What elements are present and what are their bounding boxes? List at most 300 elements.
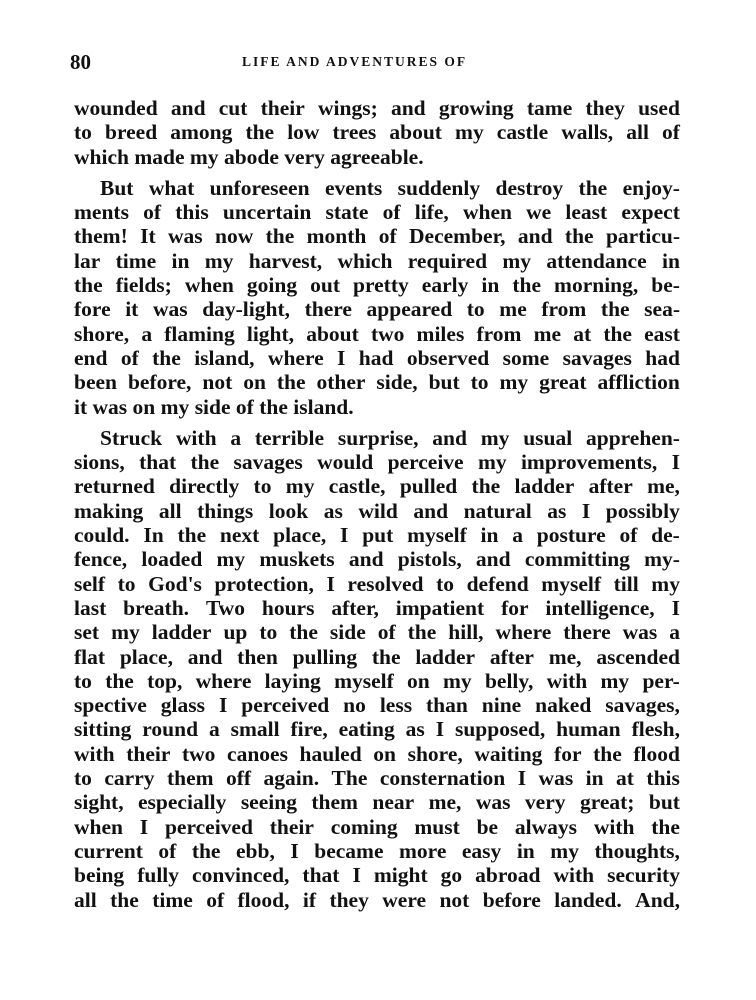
- word: I: [671, 595, 680, 620]
- word: up: [223, 620, 248, 645]
- word: of: [382, 200, 401, 225]
- text-line: [74, 322, 680, 346]
- word: of: [120, 345, 139, 370]
- word: with: [546, 668, 588, 693]
- word: small: [230, 717, 280, 742]
- text-line: [74, 839, 680, 863]
- word: I: [671, 450, 680, 475]
- word: in: [171, 248, 190, 273]
- word: my: [455, 120, 484, 145]
- text-line: [74, 370, 680, 394]
- word: a: [512, 523, 524, 548]
- word: great: [539, 370, 587, 395]
- word: that: [302, 863, 340, 888]
- word: place,: [119, 644, 173, 669]
- word: morning,: [554, 273, 639, 298]
- word: ments: [74, 200, 129, 225]
- word: ladder: [514, 474, 575, 499]
- word: the: [603, 321, 632, 346]
- word: and: [432, 425, 467, 450]
- text-line: [74, 474, 680, 498]
- word: directly: [169, 474, 240, 499]
- word: side: [194, 394, 236, 419]
- word: the: [259, 394, 294, 419]
- word: of: [235, 394, 260, 419]
- word: apprehen-: [585, 425, 680, 450]
- word: a: [669, 620, 680, 645]
- word: made: [134, 144, 190, 169]
- word: would: [317, 450, 374, 475]
- word: now: [215, 224, 254, 249]
- word: of: [662, 120, 680, 145]
- word: least: [565, 200, 608, 225]
- word: pulling: [292, 644, 358, 669]
- word: where: [495, 620, 552, 645]
- page-header: [70, 50, 682, 74]
- word: my: [477, 450, 507, 475]
- word: my: [111, 620, 140, 645]
- word: myself: [407, 523, 467, 548]
- word: was: [538, 766, 574, 791]
- text-line: [74, 742, 680, 766]
- word: if: [302, 887, 317, 912]
- word: was: [622, 620, 658, 645]
- word: less: [379, 693, 413, 718]
- word: I: [352, 863, 361, 888]
- word: all: [626, 120, 649, 145]
- word: and: [517, 224, 553, 249]
- word: convinced,: [192, 863, 290, 888]
- word: coming: [330, 814, 398, 839]
- word: light,: [246, 321, 295, 346]
- word: their: [126, 741, 171, 766]
- word: it: [125, 297, 139, 322]
- word: a: [141, 321, 153, 346]
- word: my: [204, 248, 234, 273]
- word: place,: [273, 523, 327, 548]
- word: Struck: [100, 425, 163, 450]
- text-line: [74, 766, 680, 790]
- word: my: [160, 394, 195, 419]
- word: In: [143, 523, 164, 548]
- word: And,: [635, 887, 680, 912]
- word: for: [554, 741, 582, 766]
- word: of: [377, 620, 396, 645]
- word: perceived: [164, 814, 253, 839]
- word: no: [343, 693, 366, 718]
- word: more: [399, 838, 447, 863]
- word: shore,: [407, 741, 463, 766]
- word: observed: [406, 345, 490, 370]
- word: next: [219, 523, 260, 548]
- word: near: [372, 790, 415, 815]
- word: side,: [376, 370, 418, 395]
- word: ladder: [151, 620, 212, 645]
- word: consternation: [379, 766, 506, 791]
- word: their: [269, 814, 314, 839]
- word: month: [306, 224, 367, 249]
- word: to: [74, 766, 92, 791]
- word: events: [324, 175, 383, 200]
- word: flood,: [237, 887, 290, 912]
- word: surprise,: [337, 425, 419, 450]
- word: waiting: [474, 741, 543, 766]
- word: castle: [496, 120, 549, 145]
- word: then: [237, 644, 278, 669]
- word: were: [382, 887, 427, 912]
- word: walls,: [561, 120, 614, 145]
- word: what: [148, 175, 195, 200]
- word: savages,: [605, 693, 680, 718]
- word: the: [471, 474, 501, 499]
- word: day-light,: [202, 297, 290, 322]
- word: of: [143, 200, 162, 225]
- word: two: [370, 321, 405, 346]
- word: belly,: [484, 668, 534, 693]
- word: But: [100, 175, 134, 200]
- word: I: [326, 571, 335, 596]
- word: and: [475, 547, 511, 572]
- paragraph-gap: [74, 419, 680, 426]
- word: on: [243, 370, 266, 395]
- word: after,: [331, 595, 379, 620]
- word: the: [265, 224, 295, 249]
- word: might: [373, 863, 428, 888]
- word: the: [191, 838, 221, 863]
- word: it: [74, 394, 93, 419]
- word: fire,: [290, 717, 328, 742]
- word: I: [517, 766, 527, 791]
- word: my: [285, 474, 315, 499]
- word: till: [613, 571, 639, 596]
- word: as: [547, 498, 567, 523]
- word: very: [284, 144, 331, 169]
- word: sea-: [644, 297, 680, 322]
- word: time: [152, 887, 193, 912]
- word: impatient: [395, 595, 485, 620]
- word: nine: [481, 693, 522, 718]
- word: security: [607, 863, 680, 888]
- word: uncertain: [222, 200, 312, 225]
- word: all: [158, 498, 182, 523]
- word: loaded: [141, 547, 203, 572]
- word: low: [287, 120, 320, 145]
- word: pulled: [399, 474, 458, 499]
- word: there: [304, 297, 352, 322]
- word: flood: [633, 741, 680, 766]
- word: enjoy-: [622, 175, 680, 200]
- word: was: [167, 224, 203, 249]
- word: expect: [621, 200, 680, 225]
- word: my: [600, 668, 630, 693]
- word: de-: [651, 523, 680, 548]
- word: but: [428, 370, 460, 395]
- word: possibly: [605, 498, 680, 523]
- word: resolved: [347, 571, 424, 596]
- word: ladder: [415, 644, 476, 669]
- word: the: [600, 297, 630, 322]
- word: at: [616, 766, 634, 791]
- word: returned: [74, 474, 155, 499]
- word: castle,: [328, 474, 386, 499]
- word: on: [132, 394, 161, 419]
- word: current: [74, 838, 143, 863]
- paragraph: [74, 96, 680, 169]
- word: intelligence,: [545, 595, 655, 620]
- text-line: [74, 645, 680, 669]
- word: very: [524, 790, 566, 815]
- word: time: [115, 248, 157, 273]
- word: where: [195, 668, 252, 693]
- word: than: [426, 693, 468, 718]
- word: about: [389, 120, 442, 145]
- word: savages: [562, 345, 632, 370]
- text-line: [74, 790, 680, 814]
- word: the: [110, 887, 139, 912]
- word: particu-: [605, 224, 680, 249]
- text-line: [74, 888, 680, 912]
- word: I: [290, 838, 299, 863]
- text-line: [74, 297, 680, 321]
- word: I: [340, 523, 349, 548]
- word: Two: [205, 595, 245, 620]
- word: the: [245, 120, 275, 145]
- word: the: [512, 273, 542, 298]
- word: seeing: [240, 790, 297, 815]
- word: them: [166, 766, 214, 791]
- word: lar: [74, 248, 101, 273]
- word: wild: [358, 498, 398, 523]
- word: and: [170, 96, 206, 120]
- word: my: [499, 370, 529, 395]
- word: pretty: [353, 273, 409, 298]
- word: appeared: [366, 297, 453, 322]
- text-line: [74, 395, 680, 419]
- word: put: [362, 523, 394, 548]
- word: before,: [127, 370, 192, 395]
- word: the: [177, 523, 207, 548]
- word: in: [516, 838, 535, 863]
- word: pistols,: [397, 547, 462, 572]
- word: ebb,: [236, 838, 275, 863]
- word: round: [142, 717, 199, 742]
- word: breed: [105, 120, 158, 145]
- word: and: [187, 644, 223, 669]
- word: was: [152, 297, 188, 322]
- word: easy: [461, 838, 502, 863]
- word: had: [645, 345, 680, 370]
- word: set: [74, 620, 100, 645]
- word: a: [230, 425, 242, 450]
- text-line: [74, 96, 680, 120]
- word: making: [74, 498, 144, 523]
- word: the: [651, 814, 680, 839]
- word: side: [329, 620, 366, 645]
- word: myself: [541, 571, 601, 596]
- word: to: [436, 571, 454, 596]
- word: The: [331, 766, 368, 791]
- word: perceived: [241, 693, 330, 718]
- word: to: [466, 297, 485, 322]
- word: to: [117, 571, 136, 596]
- word: must: [414, 814, 460, 839]
- word: them: [311, 790, 358, 815]
- word: hill,: [448, 620, 484, 645]
- word: end: [74, 345, 108, 370]
- word: to: [74, 120, 92, 145]
- word: that: [139, 450, 177, 475]
- word: when: [462, 200, 512, 225]
- word: destroy: [495, 175, 564, 200]
- word: the: [371, 644, 401, 669]
- word: before: [482, 887, 541, 912]
- word: thoughts,: [594, 838, 680, 863]
- word: naked: [535, 693, 592, 718]
- word: island,: [194, 345, 255, 370]
- text-line: [74, 450, 680, 474]
- word: defend: [466, 571, 529, 596]
- word: not: [202, 370, 233, 395]
- word: my-: [644, 547, 680, 572]
- word: miles: [416, 321, 465, 346]
- word: suddenly: [397, 175, 481, 200]
- word: a: [208, 717, 220, 742]
- word: attendance: [546, 248, 647, 273]
- word: at: [573, 321, 592, 346]
- word: the: [593, 741, 622, 766]
- word: me,: [428, 790, 462, 815]
- word: ascended: [596, 644, 680, 669]
- word: the: [276, 370, 306, 395]
- word: my: [651, 571, 680, 596]
- word: to: [74, 668, 92, 693]
- paragraph-gap: [74, 169, 680, 176]
- word: with: [175, 425, 217, 450]
- word: me,: [647, 474, 680, 499]
- word: the: [407, 620, 437, 645]
- word: my: [443, 668, 472, 693]
- word: God's: [148, 571, 202, 596]
- word: with: [593, 814, 635, 839]
- word: was: [92, 394, 133, 419]
- word: and: [348, 547, 384, 572]
- page-number: 80: [70, 50, 91, 74]
- word: this: [175, 200, 209, 225]
- word: east: [644, 321, 680, 346]
- word: usual: [523, 425, 573, 450]
- word: carry: [104, 766, 155, 791]
- paragraph: [74, 426, 680, 912]
- word: the: [289, 620, 318, 645]
- paragraph: [74, 176, 680, 419]
- word: muskets: [259, 547, 335, 572]
- word: growing: [438, 96, 514, 120]
- word: the: [190, 450, 220, 475]
- word: to: [470, 370, 489, 395]
- word: sitting: [74, 717, 132, 742]
- word: tame: [526, 96, 573, 120]
- word: could.: [74, 523, 130, 548]
- word: in: [585, 766, 604, 791]
- word: me: [499, 297, 527, 322]
- word: posture: [536, 523, 606, 548]
- word: breath.: [123, 595, 190, 620]
- word: cut: [218, 96, 248, 120]
- word: I: [435, 717, 445, 742]
- word: of: [378, 224, 397, 249]
- word: things: [197, 498, 254, 523]
- word: of: [619, 523, 638, 548]
- word: hauled: [299, 741, 362, 766]
- word: among: [170, 120, 233, 145]
- word: to: [253, 474, 272, 499]
- word: all: [74, 887, 97, 912]
- word: I: [139, 814, 149, 839]
- word: self: [74, 571, 106, 596]
- word: on: [373, 741, 396, 766]
- word: fence,: [74, 547, 128, 572]
- word: when: [74, 814, 123, 839]
- word: early: [421, 273, 469, 298]
- word: in: [661, 248, 680, 273]
- word: wings;: [318, 96, 378, 120]
- word: was: [475, 790, 511, 815]
- word: my: [480, 425, 510, 450]
- word: this: [646, 766, 680, 791]
- word: perceive: [387, 450, 464, 475]
- word: improvements,: [520, 450, 658, 475]
- word: committing: [524, 547, 630, 572]
- word: required: [407, 248, 488, 273]
- word: terrible: [254, 425, 325, 450]
- word: spective: [74, 693, 147, 718]
- word: flat: [74, 644, 106, 669]
- text-line: [74, 120, 680, 144]
- running-head: LIFE AND ADVENTURES OF: [242, 54, 468, 69]
- word: but: [648, 790, 680, 815]
- word: shore,: [74, 321, 130, 346]
- word: which: [74, 144, 135, 169]
- word: they: [329, 887, 369, 912]
- text-line: [74, 547, 680, 571]
- word: protection,: [214, 571, 314, 596]
- word: December,: [409, 224, 506, 249]
- word: abode: [223, 144, 285, 169]
- word: used: [638, 96, 680, 120]
- word: glass: [160, 693, 205, 718]
- word: became: [314, 838, 384, 863]
- word: look: [268, 498, 309, 523]
- text-line: [74, 717, 680, 741]
- word: fully: [137, 863, 180, 888]
- word: I: [337, 345, 346, 370]
- text-line: [74, 200, 680, 224]
- word: to: [259, 620, 278, 645]
- word: had: [358, 345, 394, 370]
- word: them!: [74, 224, 128, 249]
- text-line: [74, 176, 680, 200]
- text-line: [74, 815, 680, 839]
- word: which: [337, 248, 393, 273]
- word: supposed,: [454, 717, 546, 742]
- word: of: [206, 887, 225, 912]
- text-line: [74, 426, 680, 450]
- word: the: [74, 273, 103, 298]
- word: as: [405, 717, 425, 742]
- word: It: [140, 224, 156, 249]
- word: sions,: [74, 450, 125, 475]
- word: in: [481, 273, 500, 298]
